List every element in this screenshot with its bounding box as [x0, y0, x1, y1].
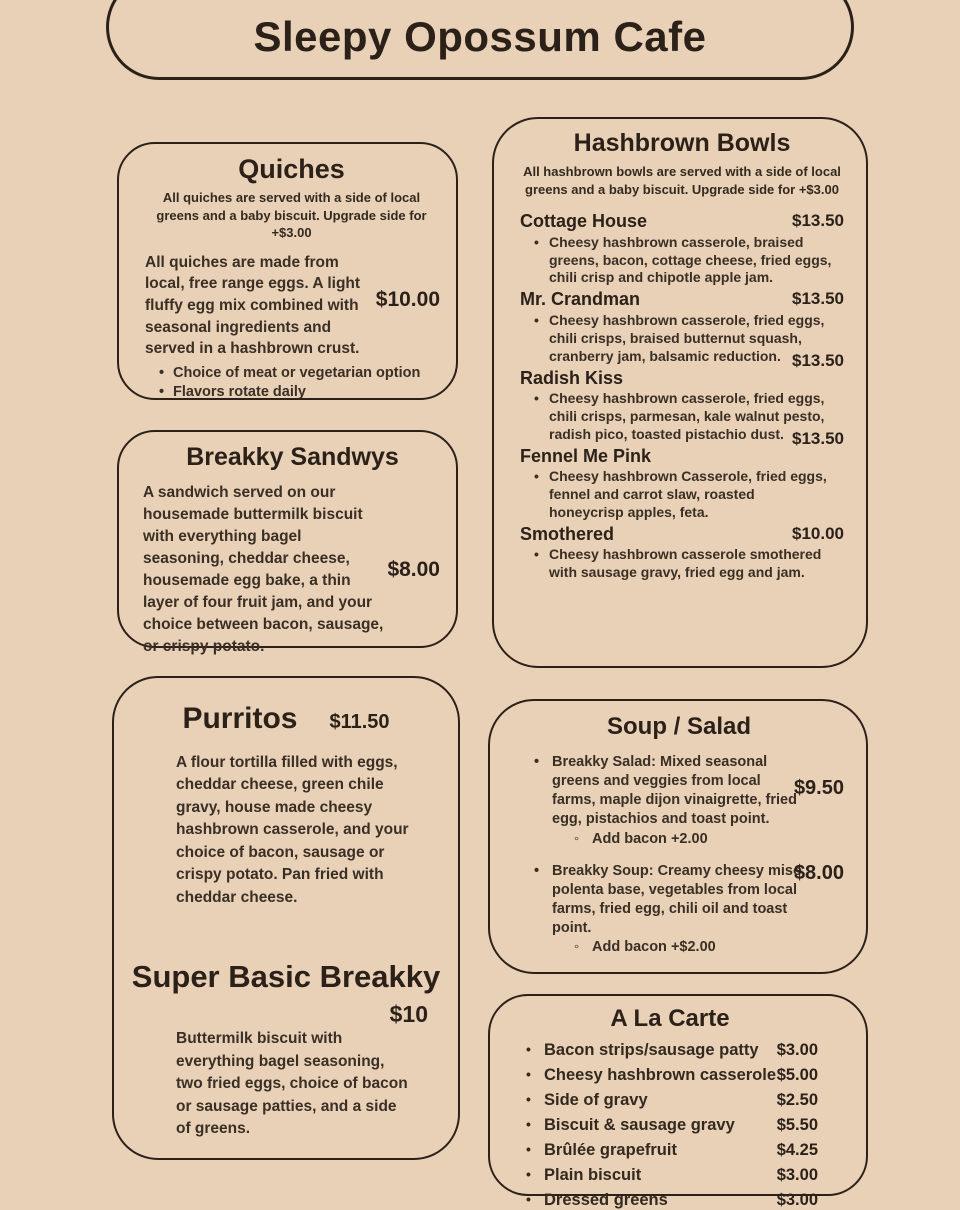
item-name: • Side of gravy — [522, 1091, 648, 1110]
purritos-title-row — [114, 702, 458, 736]
item-name: Fennel Me Pink — [520, 445, 652, 466]
item-price: $13.50 — [792, 211, 844, 231]
quiches-title: Quiches — [238, 154, 345, 184]
quiches-price: $10.00 — [375, 287, 440, 311]
quiches-description: All quiches are made from local, free range eggs. A light fluffy egg mix combined with seasonal ingredients and served in a hashbrown crust. — [145, 253, 361, 358]
item-name: • Brûlée grapefruit — [522, 1141, 677, 1160]
item-price: $3.00 — [776, 1166, 818, 1184]
item-description: • Breakky Salad: Mixed seasonal greens and veggies from local farms, maple dijon vinaigrette, fried egg, pistachios and toast point. — [534, 753, 806, 830]
section-purritos — [112, 676, 460, 1160]
item-name: Mr. Crandman — [520, 289, 641, 310]
item-name: Smothered — [520, 523, 615, 544]
breakky-sandwys-description: A sandwich served on our housemade buttermilk biscuit with everything bagel seasoning, cheddar cheese, housemade egg bake, a thin layer of four fruit jam, and your choice between bacon, sausage, or crispy potato. — [143, 484, 384, 655]
item-name: • Dressed greens — [522, 1191, 668, 1210]
item-name: Radish Kiss — [520, 367, 624, 388]
a-la-carte-title: A La Carte — [610, 1005, 730, 1032]
purritos-description: A flour tortilla filled with eggs, cheddar cheese, green chile gravy, house made cheesy hashbrown casserole, and your choice of bacon, sausage or crispy potato. Pan fried with cheddar cheese. — [176, 754, 409, 906]
item-name: • Cheesy hashbrown casserole — [522, 1066, 776, 1085]
item-description: • Cheesy hashbrown casserole, braised greens, bacon, cottage cheese, fried eggs, chili crisp and chipotle apple jam. — [532, 234, 833, 288]
a-la-carte-row — [522, 1191, 818, 1210]
item-name: • Plain biscuit — [522, 1166, 641, 1185]
hashbrown-bowls-title: Hashbrown Bowls — [573, 129, 791, 157]
quiches-subtitle: All quiches are served with a side of local greens and a baby biscuit. Upgrade side for +$3.00 — [156, 190, 427, 241]
super-basic-breakky-price: $10 — [389, 1001, 428, 1028]
item-price: $13.50 — [792, 289, 844, 309]
item-addon: ◦ Add bacon +$2.00 — [574, 939, 844, 955]
quiches-bullet: • Flavors rotate daily — [155, 383, 442, 402]
menu-item-smothered — [520, 523, 844, 582]
super-basic-breakky-title: Super Basic Breakky — [131, 959, 441, 995]
a-la-carte-row — [522, 1166, 818, 1185]
menu-item-cottage-house — [520, 210, 844, 287]
a-la-carte-row — [522, 1141, 818, 1160]
item-description: • Cheesy hashbrown casserole, fried eggs, chili crisps, braised butternut squash, cranberry jam, balsamic reduction. — [532, 312, 833, 366]
item-price: $8.00 — [793, 861, 844, 884]
super-basic-breakky-description: Buttermilk biscuit with everything bagel seasoning, two fried eggs, choice of bacon or sausage patties, and a side of greens. — [176, 1030, 408, 1138]
item-price: $4.25 — [776, 1141, 818, 1159]
a-la-carte-row — [522, 1066, 818, 1085]
item-price: $5.00 — [776, 1066, 818, 1084]
breakky-sandwys-title: Breakky Sandwys — [186, 443, 399, 471]
item-price: $2.50 — [776, 1091, 818, 1109]
item-description: • Cheesy hashbrown Casserole, fried eggs, fennel and carrot slaw, roasted honeycrisp apples, feta. — [532, 468, 833, 522]
item-price: $13.50 — [792, 428, 844, 448]
section-breakky-sandwys — [117, 430, 458, 655]
a-la-carte-row — [522, 1116, 818, 1135]
menu-item-breakky-soup — [514, 862, 844, 956]
breakky-sandwys-price: $8.00 — [387, 558, 440, 581]
menu-item-breakky-salad — [514, 753, 844, 847]
item-description: • Cheesy hashbrown casserole, fried eggs, chili crisps, parmesan, kale walnut pesto, radish pico, toasted pistachio dust. — [532, 390, 833, 444]
soup-salad-title: Soup / Salad — [606, 713, 752, 740]
item-price: $9.50 — [793, 777, 844, 799]
quiches-bullet: • Choice of meat or vegetarian option — [155, 364, 442, 383]
item-price: $10.00 — [792, 523, 844, 543]
item-name: • Bacon strips/sausage patty — [522, 1041, 759, 1060]
item-addon: ◦ Add bacon +2.00 — [574, 831, 844, 847]
item-description: • Breakky Soup: Creamy cheesy miso polenta base, vegetables from local farms, fried egg, chili oil and toast point. — [534, 862, 806, 939]
item-price: $13.50 — [792, 350, 844, 370]
item-price: $5.50 — [776, 1116, 818, 1134]
quiches-body — [141, 250, 442, 362]
header-banner — [106, 0, 854, 80]
item-price: $3.00 — [776, 1191, 818, 1209]
item-price: $3.00 — [776, 1041, 818, 1059]
page-title: Sleepy Opossum Cafe — [253, 13, 707, 60]
breakky-sandwys-body — [143, 482, 442, 658]
item-name: • Biscuit & sausage gravy — [522, 1116, 735, 1135]
item-name: Cottage House — [520, 211, 648, 232]
quiches-bullet-list — [155, 364, 442, 402]
hashbrown-bowls-subtitle: All hashbrown bowls are served with a side of local greens and a baby biscuit. Upgrade side for +$3.00 — [523, 164, 841, 197]
item-description: • Cheesy hashbrown casserole smothered with sausage gravy, fried egg and jam. — [532, 546, 833, 582]
section-soup-salad — [488, 699, 868, 974]
menu-item-fennel-me-pink — [520, 428, 844, 522]
section-hashbrown-bowls — [492, 117, 868, 668]
section-a-la-carte — [488, 994, 868, 1209]
section-quiches — [117, 142, 458, 400]
purritos-title: Purritos — [182, 702, 298, 735]
a-la-carte-row — [522, 1091, 818, 1110]
a-la-carte-row — [522, 1041, 818, 1060]
purritos-price: $11.50 — [329, 711, 390, 733]
